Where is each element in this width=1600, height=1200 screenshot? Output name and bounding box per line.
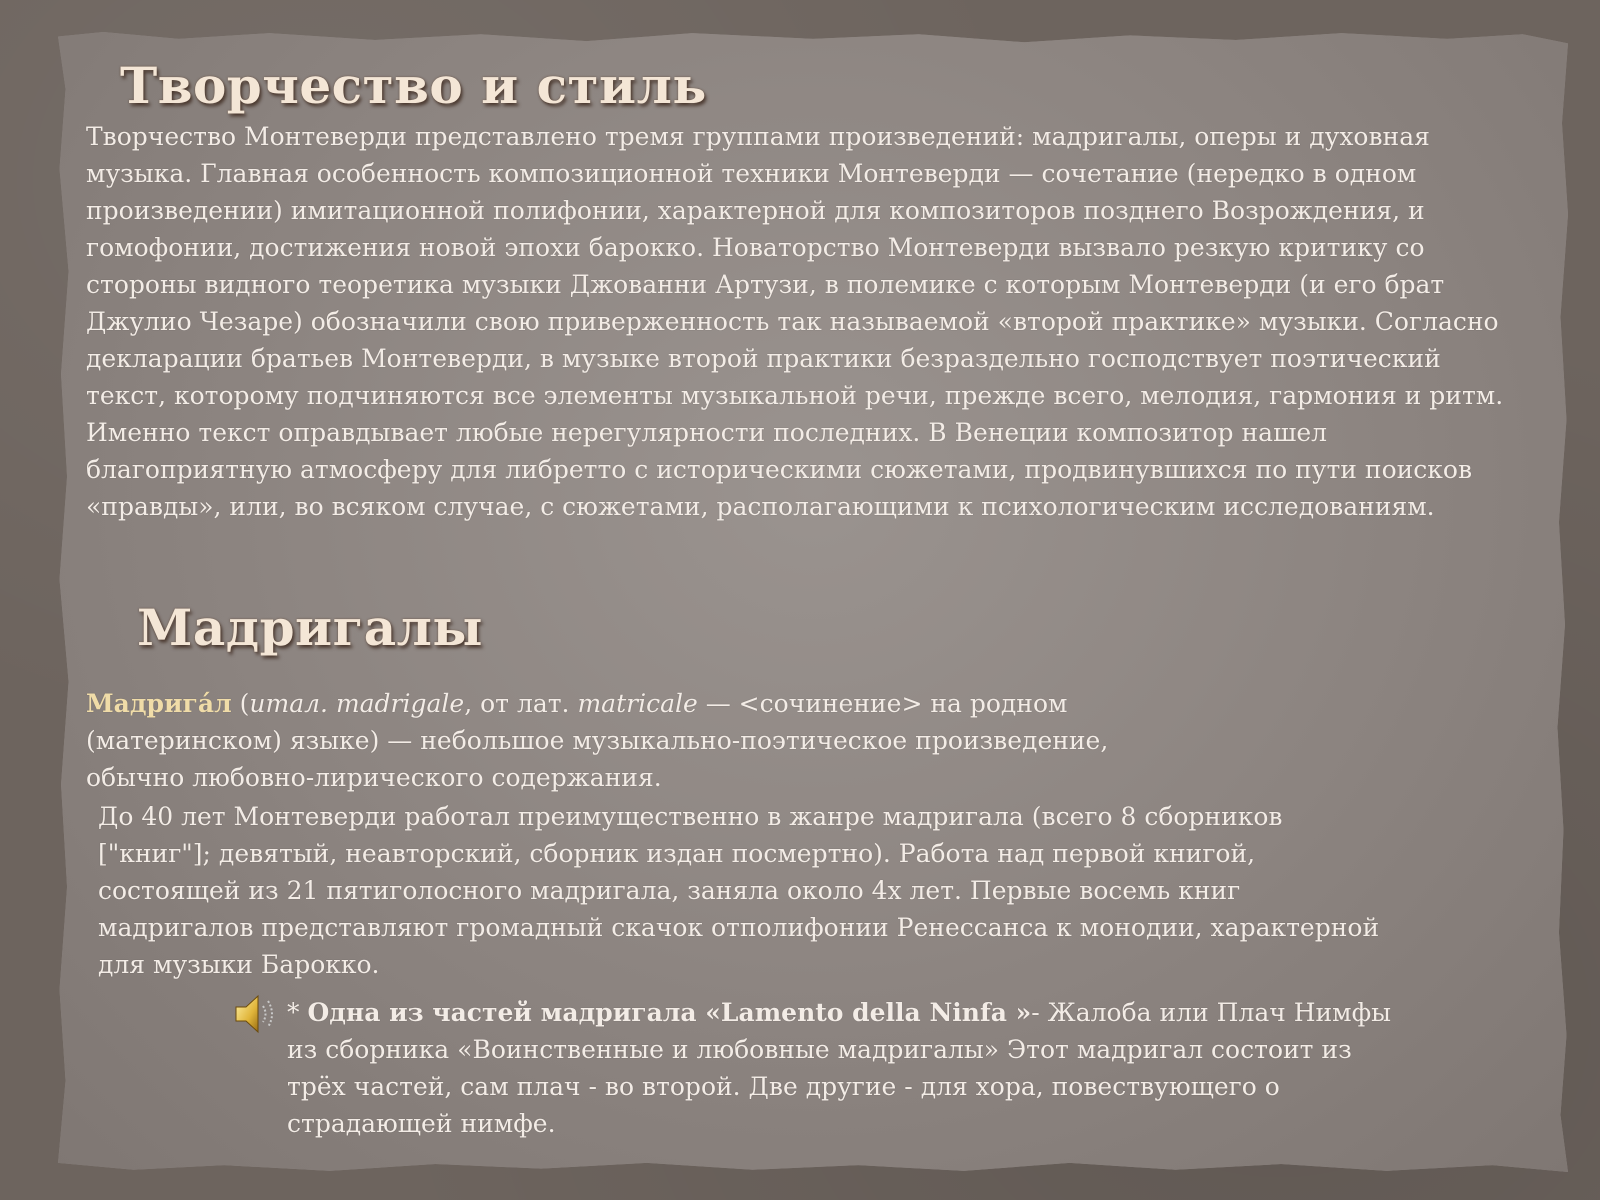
latin-word: matricale xyxy=(577,689,698,718)
note-prefix: * xyxy=(287,998,308,1027)
italian-abbr: итал. xyxy=(249,689,328,718)
definition-part-3: — <сочинение> на родном (материнском) языке) — небольшое музыкально-поэтическое произведение, обычно любовно-лирического содержания. xyxy=(86,689,1109,792)
madrigals-paragraph: До 40 лет Монтеверди работал преимущественно в жанре мадригала (всего 8 сборников ["книг"]; девятый, неавторский, сборник издан посмертно). Работа над первой книгой, состоящей из 21 пятиголосного мадригала, заняла около 4х лет. Первые восемь книг мадригалов представляют громадный скачок отполифонии Ренессанса к монодии, характерной для музыки Барокко. xyxy=(98,802,1380,979)
note-bold: Одна из частей мадригала «Lamento della Ninfa » xyxy=(307,998,1032,1027)
creativity-paragraph: Творчество Монтеверди представлено тремя группами произведений: мадригалы, оперы и духовная музыка. Главная особенность композиционной техники Монтеверди — сочетание (нередко в одном произведении) имитационной полифонии, характерной для композиторов позднего Возрождения, и гомофонии, достижения новой эпохи барокко. Новаторство Монтеверди вызвало резкую критику со стороны видного теоретика музыки Джованни Артузи, в полемике с которым Монтеверди (и его брат Джулио Чезаре) обозначили свою приверженность так называемой «второй практике» музыки. Согласно декларации братьев Монтеверди, в музыке второй практики безраздельно господствует поэтический текст, которому подчиняются все элементы музыкальной речи, прежде всего, мелодия, гармония и ритм. Именно текст оправдывает любые нерегулярности последних. В Венеции композитор нашел благоприятную атмосферу для либретто с историческими сюжетами, продвинувшихся по пути поисков «правды», или, во всяком случае, с сюжетами, располагающими к психологическим исследованиям. xyxy=(86,122,1504,521)
speaker-icon[interactable] xyxy=(232,990,280,1038)
section-title-madrigals: Мадригалы xyxy=(137,598,484,657)
speaker-icon-graphic xyxy=(232,990,280,1038)
definition-space-1 xyxy=(328,689,336,718)
lamento-note xyxy=(287,994,1417,1142)
note-rest: - Жалоба или Плач Нимфы из сборника «Воинственные и любовные мадригалы» Этот мадригал состоит из трёх частей, сам плач - во второй. Две другие - для хора, повествующего о страдающей нимфе. xyxy=(287,998,1392,1138)
definition-part-1: ( xyxy=(231,689,250,718)
madrigal-definition xyxy=(86,685,1146,796)
section-title-creativity: Творчество и стиль xyxy=(120,56,707,115)
definition-part-2: , от xyxy=(464,689,517,718)
latin-abbr: лат. xyxy=(516,689,570,718)
italian-word: madrigale xyxy=(335,689,465,718)
madrigal-term: Мадрига́л xyxy=(86,689,232,718)
